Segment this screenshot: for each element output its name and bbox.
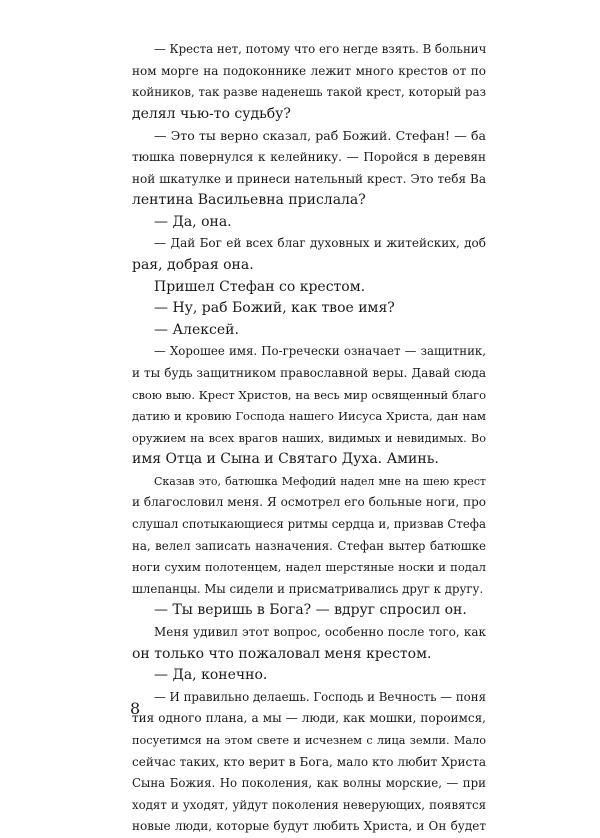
text-line: посуетимся на этом свете и исчезнем с лица земли. Мало <box>132 734 486 747</box>
text-line: ходят и уходят, уйдут поколения неверующих, появятся <box>132 797 486 812</box>
text-line: на, велел записать назначения. Стефан вытер батюшке <box>132 538 486 553</box>
text-line: делял чью-то судьбу? <box>132 105 291 122</box>
text-line: — Да, конечно. <box>154 667 268 684</box>
text-line: тюшка повернулся к келейнику. — Поройся в деревян <box>132 149 486 164</box>
text-line: — Это ты верно сказал, раб Божий. Стефан! — ба <box>154 128 486 144</box>
text-line: ном морге на подоконнике лежит много крестов от по <box>132 63 486 78</box>
text-line: — Ты веришь в Бога? — вдруг спросил он. <box>154 602 467 619</box>
text-line: и благословил меня. Я осмотрел его больные ноги, про <box>132 495 486 510</box>
text-line: — И правильно делаешь. Господь и Вечность — поня <box>154 689 486 704</box>
text-line: и ты будь защитником православной веры. Давай сюда <box>132 365 486 380</box>
text-line: новые люди, которые будут любить Христа, и Он будет <box>132 819 486 834</box>
text-line: шлепанцы. Мы сидели и присматривались друг к другу. <box>132 581 484 596</box>
text-line: слушал спотыкающиеся ритмы сердца и, призвав Стефа <box>132 517 486 532</box>
text-line: он только что пожаловал меня крестом. <box>132 645 432 662</box>
text-line: имя Отца и Сына и Святаго Духа. Аминь. <box>132 451 439 468</box>
text-line: свою выю. Крест Христов, на весь мир освященный благо <box>132 387 486 402</box>
text-line: Меня удивил этот вопрос, особенно после того, как <box>154 625 486 640</box>
body-text <box>132 39 486 838</box>
text-line: Сына Божия. Но поколения, как волны морские, — при <box>132 776 486 791</box>
text-line: сейчас таких, кто верит в Бога, мало кто любит Христа <box>132 754 486 769</box>
text-line: койников, так разве наденешь такой крест, который раз <box>132 85 486 100</box>
text-line: Пришел Стефан со крестом. <box>154 278 366 295</box>
text-line: — Хорошее имя. По-гречески означает — защитник, <box>154 344 486 359</box>
text-line: лентина Васильевна прислала? <box>132 192 366 209</box>
text-line: ной шкатулке и принеси нательный крест. Это тебя Ва <box>132 171 486 186</box>
text-line: — Алексей. <box>154 321 239 338</box>
text-line: — Дай Бог ей всех благ духовных и житейских, доб <box>154 236 486 251</box>
text-line: — Ну, раб Божий, как твое имя? <box>154 300 395 317</box>
text-line: — Креста нет, потому что его негде взять. В больнич <box>154 42 487 56</box>
text-line: — Да, она. <box>154 213 232 230</box>
text-line: датию и кровию Господа нашего Иисуса Христа, дан нам <box>132 409 486 424</box>
text-line: ноги сухим полотенцем, надел шерстяные носки и подал <box>132 560 486 575</box>
page-number: 8 <box>130 699 141 718</box>
text-line: рая, добрая она. <box>132 256 254 273</box>
text-line: оружием на всех врагов наших, видимых и невидимых. Во <box>132 431 486 445</box>
text-line: Сказав это, батюшка Мефодий надел мне на шею крест <box>154 474 486 488</box>
text-line: тия одного плана, а мы — люди, как мошки, пороимся, <box>132 711 486 726</box>
